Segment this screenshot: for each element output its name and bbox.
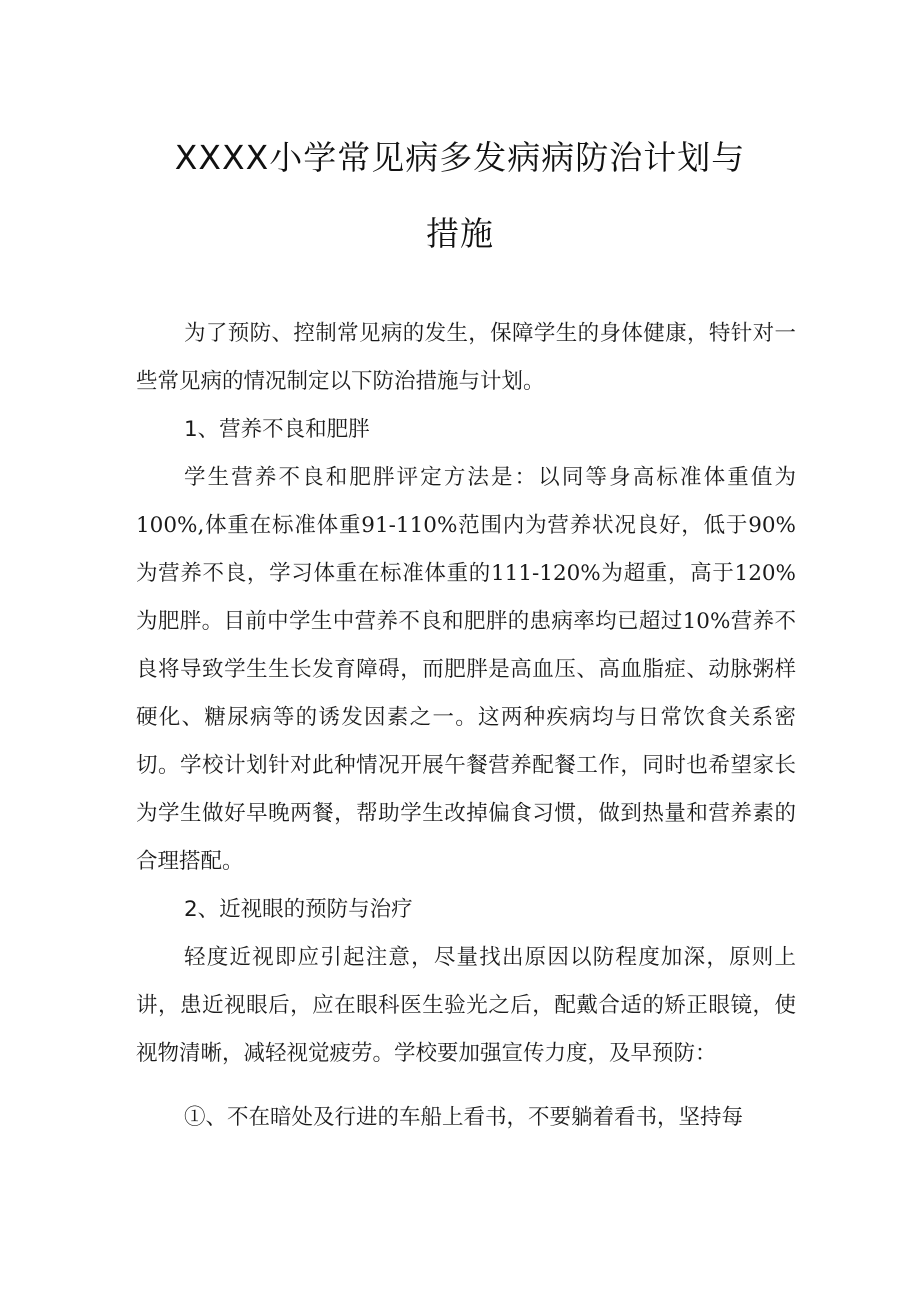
document-title-line-1: XXXX小学常见病多发病病防治计划与 — [174, 138, 746, 177]
list-item-1-text: ①、不在暗处及行进的车船上看书，不要躺着看书，坚持每 — [184, 1105, 744, 1130]
section-1-text: 学生营养不良和肥胖评定方法是：以同等身高标准体重值为100%,体重在标准体重91-110%范围内为营养状况良好，低于90%为营养不良，学习体重在标准体重的111-120%为超重，高于120%为肥胖。目前中学生中营养不良和肥胖的患病率均已超过10%营养不良将导致学生生长发育障碍，而肥胖是高血压、高血脂症、动脉粥样硬化、糖尿病等的诱发因素之一。这两种疾病均与日常饮食关系密切。学校计划针对此种情况开展午餐营养配餐工作，同时也希望家长为学生做好早晚两餐，帮助学生改掉偏食习惯，做到热量和营养素的合理搭配。 — [136, 465, 796, 874]
section-2-list-item-1 — [136, 1094, 796, 1142]
intro-text: 为了预防、控制常见病的发生，保障学生的身体健康，特针对一些常见病的情况制定以下防治措施与计划。 — [136, 321, 796, 394]
section-2-heading: 2、近视眼的预防与治疗 — [184, 897, 413, 922]
section-1-heading: 1、营养不良和肥胖 — [184, 417, 370, 442]
section-2-paragraph — [136, 934, 796, 1078]
intro-paragraph — [136, 310, 796, 406]
document-title-line-2: 措施 — [426, 214, 494, 253]
section-2-text: 轻度近视即应引起注意，尽量找出原因以防程度加深，原则上讲，患近视眼后，应在眼科医生验光之后，配戴合适的矫正眼镜，使视物清晰，减轻视觉疲劳。学校要加强宣传力度，及早预防： — [136, 945, 796, 1066]
section-2-heading-block — [136, 886, 796, 934]
section-1-paragraph — [136, 454, 796, 886]
section-1-heading-block — [136, 406, 796, 454]
